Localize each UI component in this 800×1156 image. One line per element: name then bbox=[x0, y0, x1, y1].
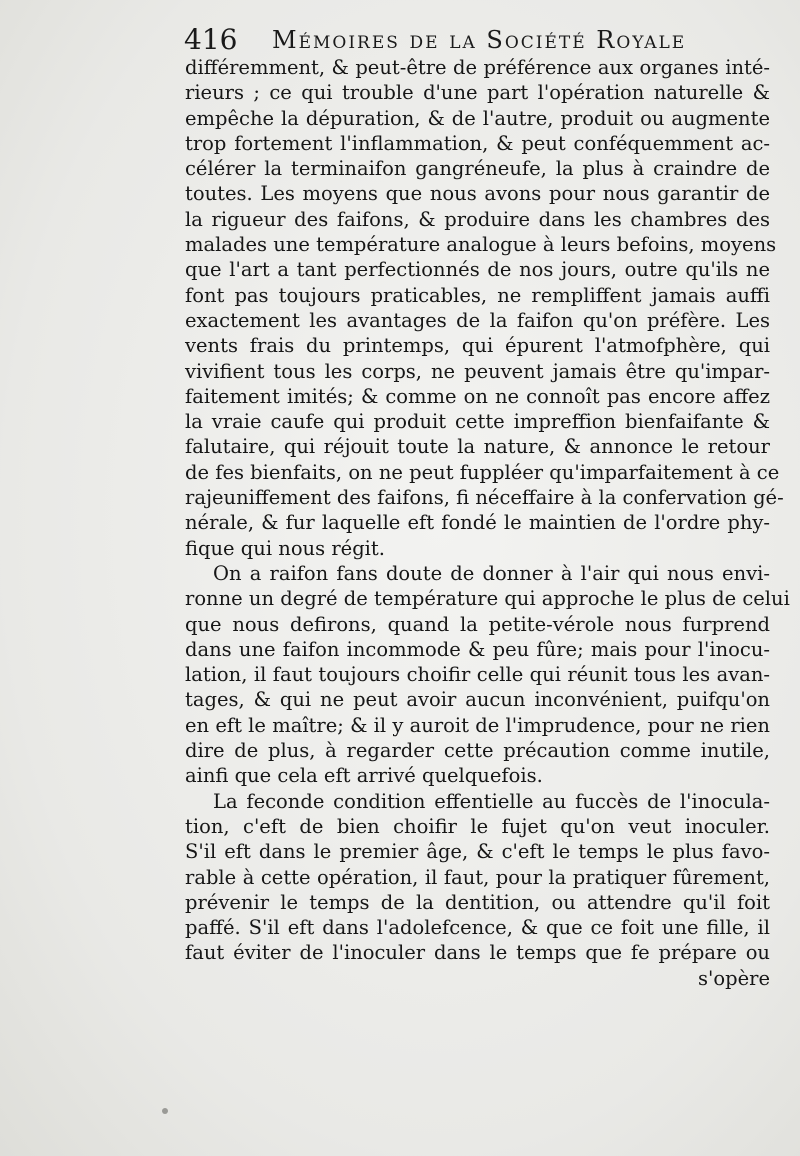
paragraph-start-line: On a raifon fans doute de donner à l'air qui nous envi- bbox=[213, 561, 770, 585]
paragraph-start-line: La feconde condition effentielle au fuccès de l'inocula- bbox=[213, 789, 770, 813]
text-line: célérer la terminaifon gangréneufe, la plus à craindre de bbox=[185, 157, 770, 181]
page-number: 416 bbox=[184, 23, 238, 56]
text-line: différemment, & peut-être de préférence aux organes inté- bbox=[185, 56, 770, 79]
text-line: ronne un degré de température qui approche le plus de celui bbox=[185, 587, 790, 611]
text-line: que l'art a tant perfectionnés de nos jours, outre qu'ils ne bbox=[185, 258, 770, 282]
text-line: tages, & qui ne peut avoir aucun inconvénient, puifqu'on bbox=[185, 688, 770, 712]
paper-speck bbox=[162, 1108, 168, 1114]
text-line: nérale, & fur laquelle eft fondé le maintien de l'ordre phy- bbox=[185, 511, 770, 535]
catchword: s'opère bbox=[698, 966, 770, 990]
text-line: trop fortement l'inflammation, & peut conféquemment ac- bbox=[185, 131, 770, 155]
text-line: prévenir le temps de la dentition, ou attendre qu'il foit bbox=[185, 890, 770, 914]
text-line: la vraie caufe qui produit cette impreffion bienfaifante & bbox=[185, 410, 770, 434]
text-line: rable à cette opération, il faut, pour la pratiquer fûrement, bbox=[185, 865, 770, 889]
text-line: de fes bienfaits, on ne peut fuppléer qu'imparfaitement à ce bbox=[185, 460, 780, 484]
text-line: malades une température analogue à leurs befoins, moyens bbox=[185, 233, 777, 257]
text-line: la rigueur des faifons, & produire dans les chambres des bbox=[185, 207, 770, 231]
text-line: vents frais du printemps, qui épurent l'atmofphère, qui bbox=[185, 334, 770, 358]
text-line: faut éviter de l'inoculer dans le temps que fe prépare ou bbox=[185, 941, 770, 965]
text-line: ainfi que cela eft arrivé quelquefois. bbox=[185, 764, 543, 788]
running-title: Mémoires de la Société Royale bbox=[272, 26, 687, 54]
text-line: font pas toujours praticables, ne rempliffent jamais auffi bbox=[185, 283, 770, 307]
text-line: faitement imités; & comme on ne connoît pas encore affez bbox=[185, 384, 770, 408]
text-line: empêche la dépuration, & de l'autre, produit ou augmente bbox=[185, 106, 770, 130]
text-line: rajeuniffement des faifons, fi néceffaire à la confervation gé- bbox=[185, 486, 784, 510]
page-header bbox=[184, 20, 744, 60]
text-line: lation, il faut toujours choifir celle qui réunit tous les avan- bbox=[185, 663, 770, 687]
text-line: fique qui nous régit. bbox=[185, 536, 385, 560]
body-text bbox=[185, 55, 790, 991]
text-line: que nous defirons, quand la petite-vérole nous furprend bbox=[185, 612, 770, 636]
text-line: S'il eft dans le premier âge, & c'eft le temps le plus favo- bbox=[185, 840, 770, 864]
text-line: exactement les avantages de la faifon qu'on préfère. Les bbox=[185, 308, 770, 332]
text-line: dire de plus, à regarder cette précaution comme inutile, bbox=[185, 739, 770, 763]
text-line: paffé. S'il eft dans l'adolefcence, & que ce foit une fille, il bbox=[185, 916, 770, 940]
text-line: falutaire, qui réjouit toute la nature, & annonce le retour bbox=[185, 435, 770, 459]
text-line: en eft le maître; & il y auroit de l'imprudence, pour ne rien bbox=[185, 713, 770, 737]
text-line: vivifient tous les corps, ne peuvent jamais être qu'impar- bbox=[185, 359, 770, 383]
text-line: dans une faifon incommode & peu fûre; mais pour l'inocu- bbox=[185, 637, 770, 661]
text-line: tion, c'eft de bien choifir le fujet qu'on veut inoculer. bbox=[185, 814, 770, 838]
text-line: rieurs ; ce qui trouble d'une part l'opération naturelle & bbox=[185, 81, 770, 105]
text-line: toutes. Les moyens que nous avons pour nous garantir de bbox=[185, 182, 770, 206]
